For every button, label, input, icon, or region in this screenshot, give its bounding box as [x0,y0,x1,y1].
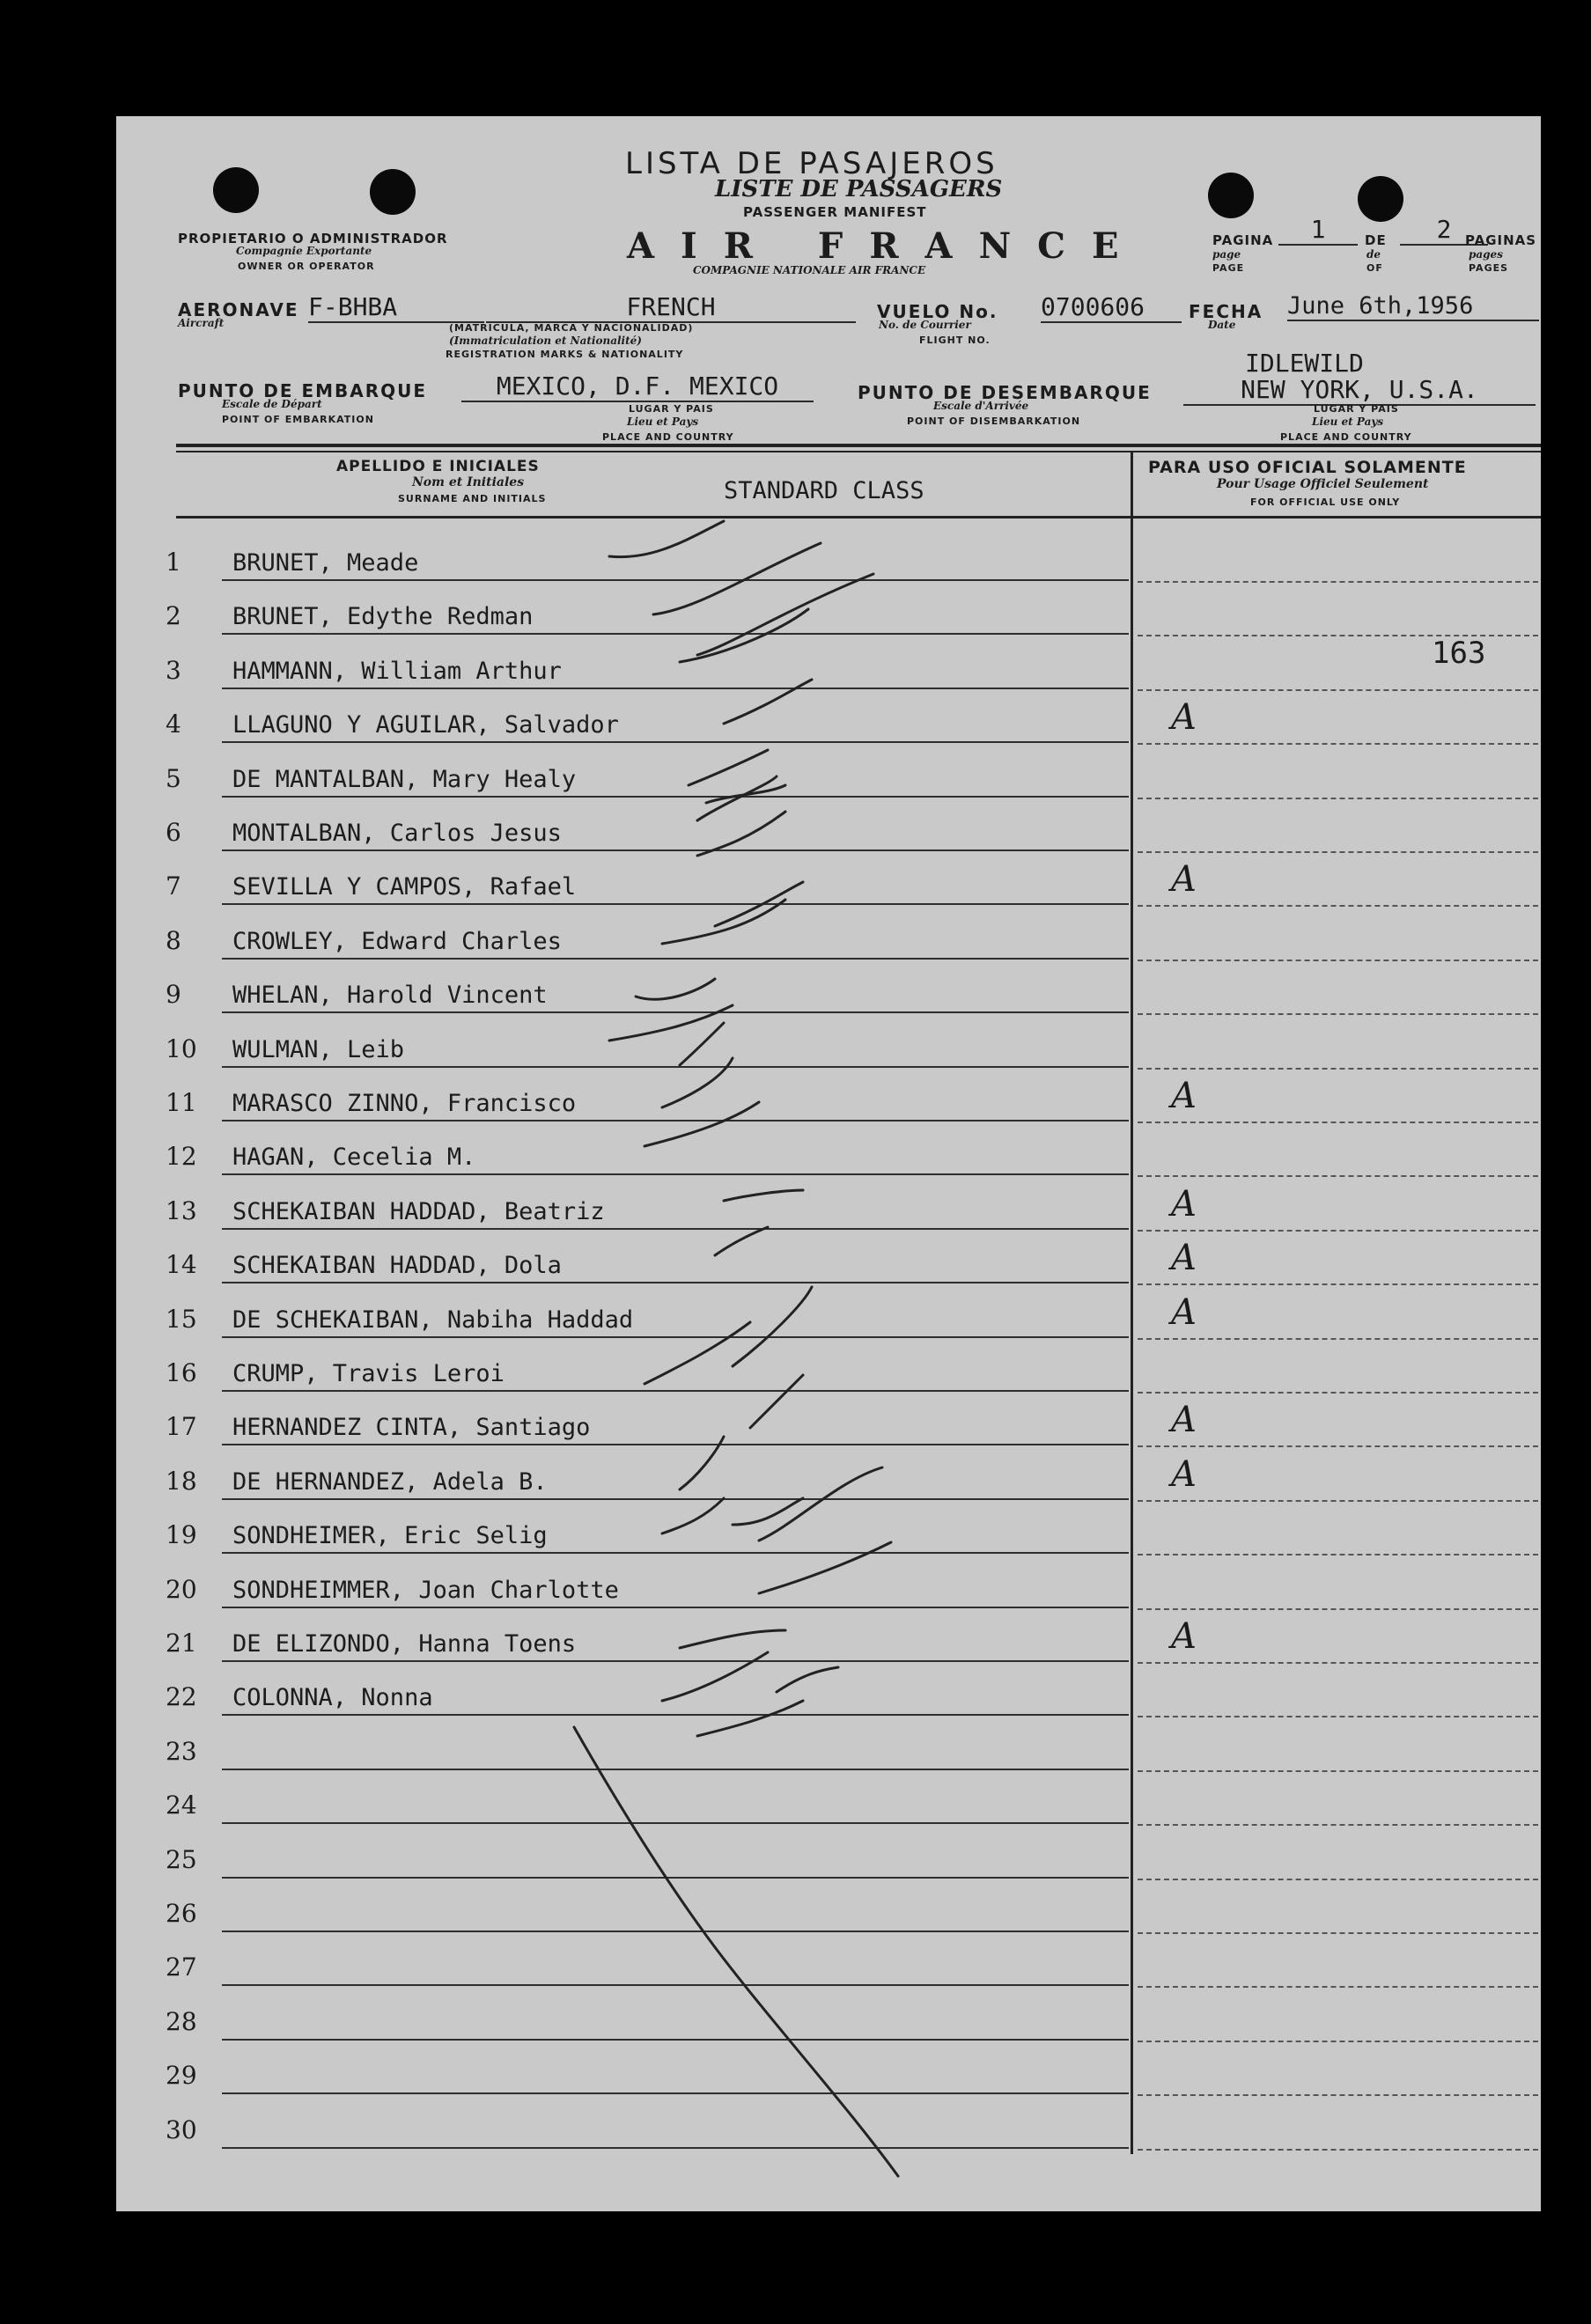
row-number: 6 [166,818,181,847]
disembark-airport: IDLEWILD [1245,349,1364,378]
check-mark [724,680,812,724]
row-number: 24 [166,1791,197,1820]
check-mark [653,543,821,614]
check-mark [662,1498,724,1533]
strike-through-line [574,1727,898,2176]
check-mark [724,1190,803,1201]
registration-label-es: (MATRICULA, MARCA Y NACIONALIDAD) [449,322,694,334]
check-mark [697,1701,803,1736]
official-number: 163 [1432,636,1486,671]
embark-label-es: PUNTO DE EMBARQUE [178,380,428,401]
passenger-name: CRUMP, Travis Leroi [232,1360,505,1387]
name-column-label-es: APELLIDO E INICIALES [336,458,540,475]
embark-label-fr: Escale de Départ [222,398,322,410]
row-number: 15 [166,1304,197,1334]
passenger-name: DE ELIZONDO, Hanna Toens [232,1630,577,1658]
official-mark: A [1171,1076,1197,1116]
row-number: 19 [166,1520,197,1550]
passenger-name: MARASCO ZINNO, Francisco [232,1090,577,1117]
row-number: 30 [166,2114,197,2144]
passenger-name: SEVILLA Y CAMPOS, Rafael [232,873,577,901]
aircraft-registration: F-BHBA [308,292,484,323]
check-mark [715,1227,768,1255]
flight-label-fr: No. de Courrier [879,319,971,331]
official-mark: A [1171,697,1197,739]
passenger-name: SCHEKAIBAN HADDAD, Dola [232,1252,562,1280]
official-column-label-es: PARA USO OFICIAL SOLAMENTE [1148,458,1467,477]
flight-number: 0700606 [1041,292,1182,323]
check-mark [645,1322,750,1384]
disembark-place-label-es: LUGAR Y PAIS [1314,403,1399,415]
row-number: 2 [166,601,181,631]
check-mark [609,1005,733,1041]
row-number: 20 [166,1574,197,1604]
pages-label-es: PAGINAS [1465,232,1537,248]
pages-label-fr: pages [1469,248,1503,261]
row-number: 8 [166,925,181,955]
passenger-name: BRUNET, Edythe Redman [232,603,534,631]
check-marks [116,116,1541,2211]
row-number: 26 [166,1899,197,1928]
row-number: 11 [166,1088,197,1117]
page-label-es: PAGINA [1212,232,1274,248]
owner-label-fr: Compagnie Exportante [236,245,372,257]
row-number: 28 [166,2006,197,2036]
row-number: 5 [166,763,181,793]
aircraft-nationality: FRENCH [486,292,856,323]
official-mark: A [1171,1291,1197,1333]
row-number: 4 [166,710,181,739]
row-number: 3 [166,655,181,685]
check-mark [697,776,777,820]
flight-label-es: VUELO No. [877,301,998,322]
row-number: 23 [166,1736,197,1766]
passenger-name: CROWLEY, Edward Charles [232,927,562,955]
disembark-label-fr: Escale d'Arrivée [933,400,1029,412]
row-number: 10 [166,1033,197,1063]
passenger-name: DE SCHEKAIBAN, Nabiha Haddad [232,1305,634,1334]
passenger-name: COLONNA, Nonna [232,1684,433,1712]
date-label-fr: Date [1208,319,1236,331]
passenger-name: SONDHEIMMER, Joan Charlotte [232,1576,619,1604]
passenger-name: MONTALBAN, Carlos Jesus [232,820,562,847]
official-mark: A [1171,1453,1197,1495]
date-label-es: FECHA [1189,301,1263,322]
embark-place-label-es: LUGAR Y PAIS [629,403,714,415]
row-number: 27 [166,1953,197,1982]
registration-label-en: REGISTRATION MARKS & NATIONALITY [446,349,684,360]
embark-label-en: POINT OF EMBARKATION [222,414,374,425]
title-en: PASSENGER MANIFEST [743,204,927,220]
check-mark [662,1058,733,1107]
embark-place: MEXICO, D.F. MEXICO [461,371,814,402]
name-column-label-en: SURNAME AND INITIALS [398,493,547,504]
passenger-name: LLAGUNO Y AGUILAR, Salvador [232,711,619,739]
aircraft-label-fr: Aircraft [178,317,225,329]
check-mark [662,1652,768,1701]
passenger-name: SCHEKAIBAN HADDAD, Beatriz [232,1197,605,1225]
check-mark [645,1102,759,1146]
check-mark [609,521,724,557]
passenger-name: SONDHEIMER, Eric Selig [232,1522,548,1550]
row-number: 14 [166,1250,197,1280]
pages-label-en: PAGES [1469,262,1509,274]
of-label-en: OF [1366,262,1383,274]
row-number: 22 [166,1682,197,1712]
check-mark [759,1542,891,1593]
row-number: 21 [166,1629,197,1658]
title-es: LISTA DE PASAJEROS [625,146,998,181]
row-number: 17 [166,1412,197,1442]
disembark-label-en: POINT OF DISEMBARKATION [907,416,1081,427]
check-mark [759,1467,882,1541]
class-label: STANDARD CLASS [724,477,924,504]
disembark-place: NEW YORK, U.S.A. [1183,375,1536,406]
name-column-label-fr: Nom et Initiales [412,475,525,489]
aircraft-label-es: AERONAVE [178,299,299,320]
disembark-place-label-en: PLACE AND COUNTRY [1280,431,1412,443]
check-mark [697,574,873,655]
page-label-fr: page [1212,248,1241,261]
official-mark: A [1171,859,1197,901]
manifest-sheet [116,116,1541,2211]
passenger-name: WHELAN, Harold Vincent [232,982,548,1010]
flight-label-en: FLIGHT NO. [919,335,991,346]
check-mark [750,1375,803,1428]
owner-label-es: PROPIETARIO O ADMINISTRADOR [178,231,448,246]
row-number: 29 [166,2061,197,2091]
disembark-label-es: PUNTO DE DESEMBARQUE [858,382,1152,403]
of-label-es: DE [1365,232,1387,248]
title-fr: LISTE DE PASSAGERS [715,176,1003,202]
embark-place-label-en: PLACE AND COUNTRY [602,431,734,443]
airline-name: AIR FRANCE [627,225,1145,267]
page-number: 1 [1278,215,1358,246]
official-column-label-en: FOR OFFICIAL USE ONLY [1250,496,1401,508]
check-mark [680,1437,724,1489]
official-mark: A [1171,1400,1197,1441]
page-total: 2 [1400,215,1488,246]
row-number: 18 [166,1466,197,1496]
check-mark [715,882,803,926]
passenger-name: HERNANDEZ CINTA, Santiago [232,1414,591,1442]
check-mark [706,785,785,803]
flight-date: June 6th,1956 [1287,292,1539,321]
check-mark [689,750,768,785]
disembark-place-label-fr: Lieu et Pays [1312,416,1384,428]
passenger-name: BRUNET, Meade [232,549,419,577]
passenger-name: WULMAN, Leib [232,1035,405,1063]
passenger-name: HAMMANN, William Arthur [232,657,562,685]
owner-label-en: OWNER OR OPERATOR [238,261,375,272]
row-number: 1 [166,548,181,577]
official-mark: A [1171,1616,1197,1657]
check-mark [697,812,785,856]
row-number: 12 [166,1142,197,1172]
of-label-fr: de [1366,248,1381,261]
passenger-name: DE HERNANDEZ, Adela B. [232,1467,548,1496]
check-mark [636,979,715,999]
row-number: 25 [166,1844,197,1874]
check-mark [680,1023,724,1065]
passenger-name: DE MANTALBAN, Mary Healy [232,765,577,793]
row-number: 7 [166,872,181,901]
embark-place-label-fr: Lieu et Pays [627,416,699,428]
official-mark: A [1171,1238,1197,1279]
official-column-label-fr: Pour Usage Officiel Seulement [1217,477,1429,491]
row-number: 16 [166,1358,197,1387]
page-label-en: PAGE [1212,262,1245,274]
registration-label-fr: (Immatriculation et Nationalité) [449,335,642,347]
passenger-name: HAGAN, Cecelia M. [232,1144,476,1172]
official-mark: A [1171,1183,1197,1225]
check-mark [777,1667,838,1692]
airline-subtitle: COMPAGNIE NATIONALE AIR FRANCE [693,264,926,276]
row-number: 9 [166,980,181,1010]
check-mark [680,1630,785,1648]
row-number: 13 [166,1195,197,1225]
